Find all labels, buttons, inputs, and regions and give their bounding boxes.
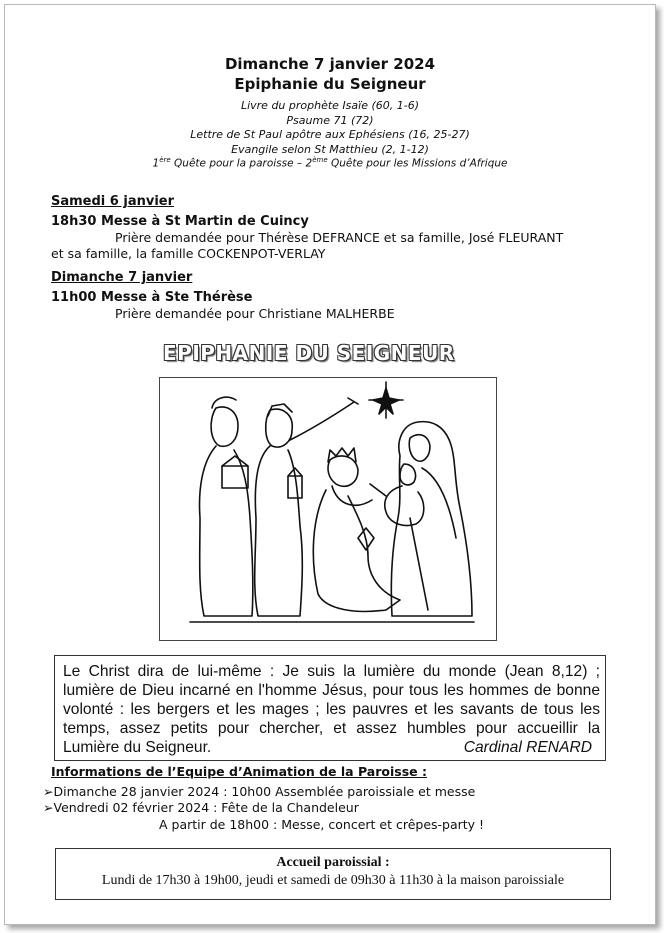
info-item-1: ➢Dimanche 28 janvier 2024 : 10h00 Assemblée paroissiale et messe	[43, 784, 476, 799]
bulletin-page	[4, 4, 656, 925]
sunday-heading: Dimanche 7 janvier	[51, 270, 193, 285]
saturday-intention-line1: Prière demandée pour Thérèse DEFRANCE et sa famille, José FLEURANT	[115, 230, 564, 245]
bullet-icon: ➢	[43, 800, 54, 815]
child-figure	[400, 464, 416, 485]
accueil-box	[55, 848, 611, 900]
date-title: Dimanche 7 janvier 2024	[224, 55, 436, 73]
accueil-hours: Lundi de 17h30 à 19h00, jeudi et samedi de 09h30 à 11h30 à la maison paroissiale	[101, 873, 565, 888]
standing-king-figure	[266, 409, 293, 447]
quote-text: Le Christ dira de lui-même : Je suis la lumière du monde (Jean 8,12) ; lumière de Dieu incarné en l'homme Jésus, pour tous les hommes de bonne volonté : les bergers et les mages ; les pauvres et les savants de tous les temps, assez petits pour chercher, et assez humbles pour accueillir la Lumière du Seigneur.	[63, 663, 600, 756]
quote-box	[54, 655, 606, 761]
saturday-heading: Samedi 6 janvier	[51, 194, 174, 209]
quete-line: 1ère Quête pour la paroisse – 2ème Quête pour les Missions d’Afrique	[152, 156, 508, 170]
bullet-icon: ➢	[43, 784, 54, 799]
saturday-intention-line2: et sa famille, la famille COCKENPOT-VERLAY	[51, 246, 326, 261]
quote-author: Cardinal RENARD	[463, 739, 592, 756]
epiphany-banner: EPIPHANIE DU SEIGNEUR	[163, 341, 455, 365]
info-subline: A partir de 18h00 : Messe, concert et crêpes-party !	[159, 817, 485, 832]
reading-3: Lettre de St Paul apôtre aux Ephésiens (16, 25-27)	[190, 128, 470, 141]
feast-title: Epiphanie du Seigneur	[234, 75, 426, 93]
kneeling-king-figure	[328, 456, 358, 486]
magi-drawing	[160, 378, 496, 640]
sunday-intention: Prière demandée pour Christiane MALHERBE	[115, 306, 395, 321]
reading-1: Livre du prophète Isaïe (60, 1-6)	[240, 99, 420, 112]
reading-4: Evangile selon St Matthieu (2, 1-12)	[231, 142, 429, 156]
readings-list	[5, 99, 655, 157]
saturday-mass: 18h30 Messe à St Martin de Cuincy	[51, 214, 309, 229]
info-title: Informations de l’Equipe d’Animation de la Paroisse :	[51, 764, 427, 779]
info-item-2: ➢Vendredi 02 février 2024 : Fête de la Chandeleur	[43, 800, 359, 815]
accueil-title: Accueil paroissial :	[276, 855, 390, 870]
reading-2: Psaume 71 (72)	[286, 113, 374, 127]
magi-nativity-illustration	[159, 377, 497, 641]
left-king-figure	[211, 407, 238, 446]
sunday-mass: 11h00 Messe à Ste Thérèse	[51, 290, 253, 305]
mary-figure	[391, 422, 472, 616]
